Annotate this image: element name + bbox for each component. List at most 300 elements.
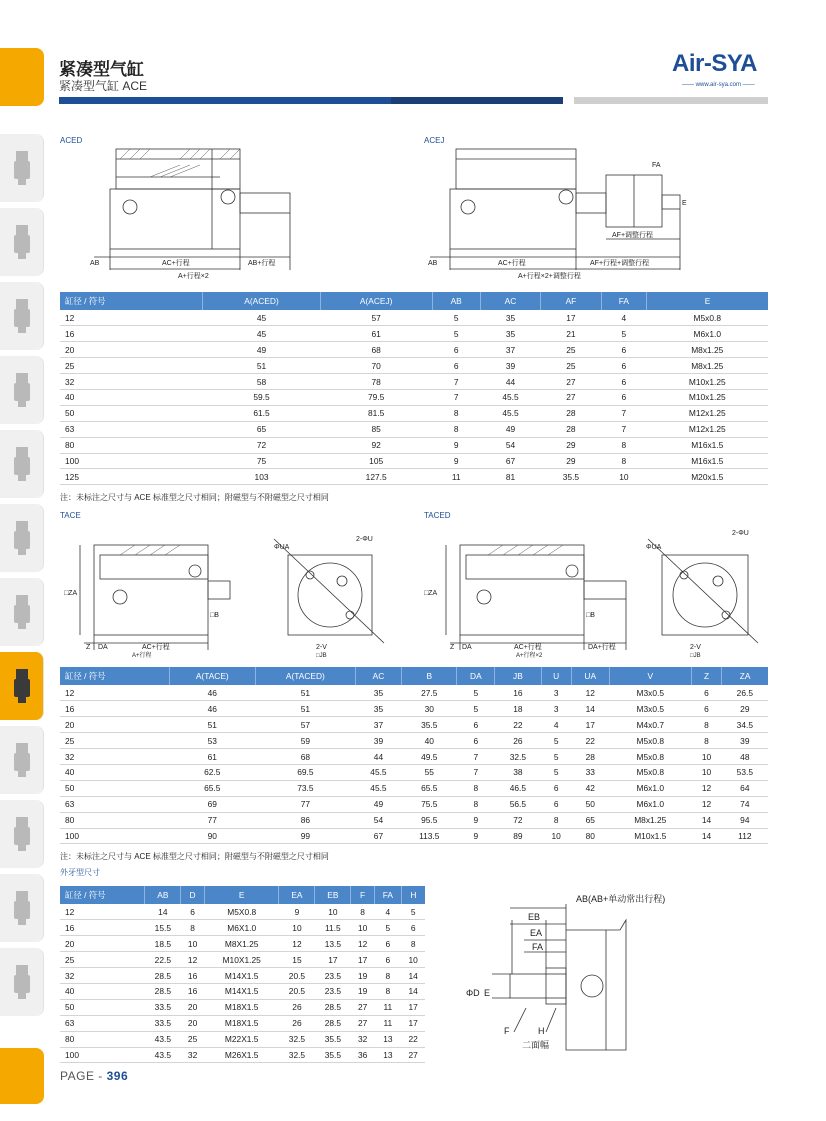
table-cell: 17	[351, 952, 375, 968]
label-tace: TACE	[60, 511, 81, 520]
table-cell: 8	[601, 437, 646, 453]
table-cell: 40	[60, 389, 203, 405]
table-cell: 17	[571, 717, 609, 733]
page-number	[60, 1069, 128, 1083]
table-cell: 77	[169, 812, 255, 828]
sidebar-item-connector[interactable]	[0, 504, 44, 572]
table-cell: 14	[401, 968, 425, 984]
tace-dim-a: A+行程	[132, 653, 152, 659]
table-cell: 80	[60, 1031, 145, 1047]
table-row	[60, 999, 425, 1015]
table-cell: 6	[691, 685, 721, 701]
table-cell: 45	[203, 326, 320, 342]
table-cell: 20	[181, 999, 205, 1015]
table-cell: 49	[355, 796, 401, 812]
sidebar-item-filter-regulator[interactable]	[0, 134, 44, 202]
table-cell: M5x0.8	[647, 310, 768, 326]
silencer-icon	[9, 885, 35, 931]
table-cell: 15	[279, 952, 315, 968]
table-cell: 6	[181, 904, 205, 920]
column-header: E	[647, 292, 768, 310]
table-cell: 20	[60, 717, 169, 733]
table-cell: 26	[495, 733, 541, 749]
ext-dim-e: E	[484, 988, 491, 998]
column-header: UA	[571, 667, 609, 685]
ext-dim-d: ΦD	[466, 988, 480, 998]
sidebar-item-cylinder[interactable]	[0, 652, 44, 720]
table-cell: 77	[255, 796, 355, 812]
table-cell: 5	[541, 733, 571, 749]
table-row	[60, 717, 768, 733]
table-row	[60, 421, 768, 437]
table-aced-acej	[60, 292, 768, 485]
sidebar-item-lubricator[interactable]	[0, 208, 44, 276]
valve-icon	[9, 367, 35, 413]
table-cell: 12	[691, 780, 721, 796]
table-cell: 61	[169, 749, 255, 765]
table-cell: 16	[495, 685, 541, 701]
taced-dim-da-stroke: DA+行程	[588, 644, 616, 651]
table-cell: 25	[541, 342, 601, 358]
tace-drawing	[60, 525, 400, 659]
table-cell: 69	[169, 796, 255, 812]
ext-dim-h: H	[538, 1026, 545, 1036]
table-cell: 94	[722, 812, 768, 828]
table-cell: M20x1.5	[647, 469, 768, 485]
table-cell: 9	[432, 453, 480, 469]
header-bar-blue	[59, 97, 391, 104]
table-cell: 57	[255, 717, 355, 733]
tace-dim-ua: ΦUA	[274, 544, 290, 551]
tace-dim-ac: AC+行程	[142, 644, 170, 651]
table-cell: 26	[279, 1015, 315, 1031]
table-cell: 18	[495, 701, 541, 717]
table-cell: 45.5	[355, 780, 401, 796]
table-cell: 26.5	[722, 685, 768, 701]
table-cell: 44	[480, 374, 540, 390]
table-cell: 23.5	[315, 983, 351, 999]
column-header: B	[402, 667, 457, 685]
table-row	[60, 358, 768, 374]
table-row	[60, 936, 425, 952]
table-cell: 7	[432, 374, 480, 390]
table-row	[60, 733, 768, 749]
table-cell: M10x1.25	[647, 389, 768, 405]
table-cell: M22X1.5	[204, 1031, 279, 1047]
table-cell: 20	[181, 1015, 205, 1031]
table-cell: 10	[541, 828, 571, 844]
table-cell: 8	[374, 968, 401, 984]
table-row	[60, 701, 768, 717]
column-header: Z	[691, 667, 721, 685]
table-row	[60, 437, 768, 453]
table-cell: 27.5	[402, 685, 457, 701]
table-row	[60, 685, 768, 701]
sidebar-item-coupler[interactable]	[0, 948, 44, 1016]
fitting-icon	[9, 293, 35, 339]
table-cell: 32	[60, 374, 203, 390]
table-cell: 28	[571, 749, 609, 765]
table-cell: 6	[601, 389, 646, 405]
table-cell: 16	[181, 983, 205, 999]
acej-dim-ac: AC+行程	[498, 260, 526, 267]
column-header: EA	[279, 886, 315, 904]
page-number-value: 396	[106, 1069, 129, 1083]
table-cell: 43.5	[145, 1047, 181, 1063]
table-row	[60, 326, 768, 342]
table-cell: 6	[457, 717, 495, 733]
table-cell: 10	[691, 764, 721, 780]
table-cell: 33	[571, 764, 609, 780]
table-cell: 44	[355, 749, 401, 765]
table-cell: 33.5	[145, 1015, 181, 1031]
table-row	[60, 374, 768, 390]
acej-dim-af-stroke: AF+行程+调整行程	[590, 260, 650, 267]
table-cell: 56.5	[495, 796, 541, 812]
table-cell: 6	[541, 780, 571, 796]
coupler-icon	[9, 959, 35, 1005]
column-header: FA	[374, 886, 401, 904]
table-cell: 39	[480, 358, 540, 374]
table-cell: 10	[691, 749, 721, 765]
table-cell: 11	[374, 1015, 401, 1031]
orange-tab-bottom	[0, 1048, 44, 1104]
taced-dim-da: DA	[462, 644, 472, 651]
table-cell: 22	[571, 733, 609, 749]
table-cell: 9	[279, 904, 315, 920]
table-cell: 113.5	[402, 828, 457, 844]
taced-dim-jb: □JB	[690, 653, 701, 659]
table-cell: 45.5	[480, 405, 540, 421]
ext-dim-fa: FA	[532, 942, 544, 952]
table-cell: 50	[60, 999, 145, 1015]
table-cell: M10x1.5	[609, 828, 691, 844]
sidebar-item-silencer[interactable]	[0, 874, 44, 942]
column-header: H	[401, 886, 425, 904]
table-cell: 12	[181, 952, 205, 968]
table-cell: 27	[351, 999, 375, 1015]
aced-dim-a: A+行程×2	[178, 273, 209, 280]
table-cell: 9	[457, 828, 495, 844]
table-cell: 45.5	[355, 764, 401, 780]
sidebar-item-fitting[interactable]	[0, 282, 44, 350]
table-cell: 46	[169, 701, 255, 717]
table-cell: 7	[432, 389, 480, 405]
table-cell: M8x1.25	[647, 342, 768, 358]
table-row	[60, 983, 425, 999]
table-cell: 80	[571, 828, 609, 844]
table-cell: 12	[60, 310, 203, 326]
table-cell: 5	[374, 920, 401, 936]
table-cell: 8	[691, 717, 721, 733]
table-row	[60, 796, 768, 812]
table-cell: 28	[541, 421, 601, 437]
column-header: E	[204, 886, 279, 904]
taced-dim-a: A+行程×2	[516, 653, 543, 659]
column-header: FA	[601, 292, 646, 310]
table-cell: 7	[601, 405, 646, 421]
table-cell: 12	[279, 936, 315, 952]
table-cell: 69.5	[255, 764, 355, 780]
table-cell: 29	[722, 701, 768, 717]
table-cell: 27	[541, 374, 601, 390]
tace-dim-da: DA	[98, 644, 108, 651]
column-header: F	[351, 886, 375, 904]
table-cell: 16	[60, 326, 203, 342]
table-cell: 53.5	[722, 764, 768, 780]
table-cell: 9	[457, 812, 495, 828]
column-header: A(ACEJ)	[320, 292, 432, 310]
table-cell: 12	[691, 796, 721, 812]
table-cell: 63	[60, 421, 203, 437]
table-row	[60, 469, 768, 485]
column-header: U	[541, 667, 571, 685]
table-cell: 39	[722, 733, 768, 749]
table-cell: M3x0.5	[609, 701, 691, 717]
table-cell: 57	[320, 310, 432, 326]
table-cell: 8	[401, 936, 425, 952]
table-cell: 68	[320, 342, 432, 358]
table-cell: 7	[601, 421, 646, 437]
table-cell: 34.5	[722, 717, 768, 733]
table-cell: 40	[402, 733, 457, 749]
sidebar-item-regulator[interactable]	[0, 578, 44, 646]
table-cell: 14	[571, 701, 609, 717]
column-header: AC	[355, 667, 401, 685]
table-cell: 28.5	[145, 983, 181, 999]
table1-note: 注：未标注之尺寸与 ACE 标准型之尺寸相同；附磁型与不附磁型之尺寸相同	[60, 493, 329, 502]
tace-dim-v: 2-V	[316, 644, 327, 651]
column-header: AB	[432, 292, 480, 310]
taced-dim-b: □B	[586, 612, 595, 619]
table-cell: 29	[541, 453, 601, 469]
table-cell: 6	[601, 342, 646, 358]
table-cell: 49.5	[402, 749, 457, 765]
table-row	[60, 389, 768, 405]
table-cell: 11	[432, 469, 480, 485]
table-cell: 17	[315, 952, 351, 968]
table-cell: 75.5	[402, 796, 457, 812]
table-cell: 12	[60, 904, 145, 920]
table-cell: 55	[402, 764, 457, 780]
table-cell: 99	[255, 828, 355, 844]
table-cell: M5x0.8	[609, 764, 691, 780]
column-header: AF	[541, 292, 601, 310]
table-cell: 10	[315, 904, 351, 920]
column-header: 缸径 / 符号	[60, 667, 169, 685]
column-header: A(ACED)	[203, 292, 320, 310]
table-cell: 13	[374, 1047, 401, 1063]
table-cell: 65	[203, 421, 320, 437]
table-row	[60, 952, 425, 968]
table-cell: 90	[169, 828, 255, 844]
table-cell: 79.5	[320, 389, 432, 405]
ext-dim-ea: EA	[530, 928, 543, 938]
table-external-thread	[60, 886, 425, 1063]
table-cell: 35	[480, 310, 540, 326]
table-cell: 59.5	[203, 389, 320, 405]
table-cell: 42	[571, 780, 609, 796]
table-cell: 35.5	[541, 469, 601, 485]
table-cell: 8	[432, 405, 480, 421]
label-external: 外牙型尺寸	[60, 868, 100, 877]
table-cell: 7	[457, 764, 495, 780]
table-cell: 74	[722, 796, 768, 812]
table-row	[60, 453, 768, 469]
table-cell: 14	[401, 983, 425, 999]
table-cell: 23.5	[315, 968, 351, 984]
column-header: A(TACE)	[169, 667, 255, 685]
table-cell: 28	[541, 405, 601, 421]
table-cell: 80	[60, 437, 203, 453]
table-cell: 16	[60, 920, 145, 936]
table-cell: 35.5	[402, 717, 457, 733]
table-cell: 61	[320, 326, 432, 342]
table-cell: 13	[374, 1031, 401, 1047]
table-cell: 4	[601, 310, 646, 326]
column-header: DA	[457, 667, 495, 685]
table-cell: 32	[60, 968, 145, 984]
acej-dim-e: E	[682, 200, 687, 207]
table-cell: 32.5	[279, 1047, 315, 1063]
sidebar-item-gripper[interactable]	[0, 726, 44, 794]
table-cell: 22.5	[145, 952, 181, 968]
table-row	[60, 342, 768, 358]
table-cell: 10	[601, 469, 646, 485]
table-cell: 16	[181, 968, 205, 984]
table-cell: M8x1.25	[609, 812, 691, 828]
table-cell: M8X1.25	[204, 936, 279, 952]
table-cell: 81	[480, 469, 540, 485]
table-cell: 32	[60, 749, 169, 765]
table-cell: 17	[401, 1015, 425, 1031]
table-cell: 10	[401, 952, 425, 968]
regulator-icon	[9, 589, 35, 635]
table-cell: 21	[541, 326, 601, 342]
table-cell: 3	[541, 685, 571, 701]
table-cell: M5X0.8	[204, 904, 279, 920]
table-cell: 40	[60, 764, 169, 780]
aced-drawing	[90, 145, 305, 280]
tace-dim-z: Z	[86, 644, 91, 651]
table-cell: 5	[601, 326, 646, 342]
table-cell: 63	[60, 796, 169, 812]
table-cell: 92	[320, 437, 432, 453]
table-cell: 11	[374, 999, 401, 1015]
sidebar-item-valve[interactable]	[0, 356, 44, 424]
table-row	[60, 828, 768, 844]
logo-text: Air-SYA	[672, 50, 757, 77]
table-cell: 50	[60, 405, 203, 421]
table-cell: 5	[401, 904, 425, 920]
table-cell: 54	[480, 437, 540, 453]
orange-tab-top	[0, 48, 44, 106]
table-cell: 32.5	[495, 749, 541, 765]
gripper-icon	[9, 737, 35, 783]
ext-dim-flats: 二面幅	[522, 1040, 550, 1050]
table-cell: 35.5	[315, 1047, 351, 1063]
table-cell: M5x0.8	[609, 749, 691, 765]
table-cell: 27	[351, 1015, 375, 1031]
connector-icon	[9, 515, 35, 561]
table-cell: 46	[169, 685, 255, 701]
table-cell: 81.5	[320, 405, 432, 421]
table-row	[60, 764, 768, 780]
table-cell: 22	[401, 1031, 425, 1047]
table-cell: 73.5	[255, 780, 355, 796]
column-header: AC	[480, 292, 540, 310]
table-cell: 61.5	[203, 405, 320, 421]
table-cell: 13.5	[315, 936, 351, 952]
table-row	[60, 1015, 425, 1031]
table-cell: 3	[541, 701, 571, 717]
table-cell: 86	[255, 812, 355, 828]
table-cell: 127.5	[320, 469, 432, 485]
table-cell: 29	[541, 437, 601, 453]
table-cell: M26X1.5	[204, 1047, 279, 1063]
table-cell: 5	[432, 310, 480, 326]
table-cell: M3x0.5	[609, 685, 691, 701]
table-cell: 49	[480, 421, 540, 437]
aced-dim-ac: AC+行程	[162, 260, 190, 267]
table-cell: 100	[60, 828, 169, 844]
sidebar-item-elbow[interactable]	[0, 800, 44, 868]
label-aced: ACED	[60, 136, 83, 145]
table-cell: 17	[401, 999, 425, 1015]
table-cell: 37	[480, 342, 540, 358]
external-thread-drawing	[462, 890, 722, 1060]
table-cell: 36	[351, 1047, 375, 1063]
table-cell: M6x1.0	[647, 326, 768, 342]
table-row	[60, 812, 768, 828]
label-acej: ACEJ	[424, 136, 445, 145]
column-header: EB	[315, 886, 351, 904]
table-cell: 85	[320, 421, 432, 437]
table-cell: 32.5	[279, 1031, 315, 1047]
table-cell: 35	[355, 701, 401, 717]
table-cell: 20	[60, 342, 203, 358]
page-prefix: PAGE -	[60, 1069, 107, 1083]
table-cell: 51	[169, 717, 255, 733]
filter-regulator-icon	[9, 145, 35, 191]
table-cell: M5x0.8	[609, 733, 691, 749]
table-cell: 6	[691, 701, 721, 717]
table-cell: 63	[60, 1015, 145, 1031]
page-title: 紧凑型气缸	[59, 60, 144, 79]
table-cell: 64	[722, 780, 768, 796]
sidebar-item-solenoid[interactable]	[0, 430, 44, 498]
table2-note: 注：未标注之尺寸与 ACE 标准型之尺寸相同；附磁型与不附磁型之尺寸相同	[60, 852, 329, 861]
table-cell: 45.5	[480, 389, 540, 405]
table-cell: M16x1.5	[647, 453, 768, 469]
table-cell: 54	[355, 812, 401, 828]
taced-drawing	[422, 525, 762, 659]
table-cell: 27	[541, 389, 601, 405]
table-cell: M10X1.25	[204, 952, 279, 968]
taced-dim-ua: ΦUA	[646, 544, 662, 551]
table-cell: M12x1.25	[647, 421, 768, 437]
table-cell: 75	[203, 453, 320, 469]
table-cell: 125	[60, 469, 203, 485]
table-cell: 50	[60, 780, 169, 796]
table-cell: M8x1.25	[647, 358, 768, 374]
table-cell: M16x1.5	[647, 437, 768, 453]
table-cell: M12x1.25	[647, 405, 768, 421]
table-cell: 6	[401, 920, 425, 936]
table-cell: 20	[60, 936, 145, 952]
elbow-icon	[9, 811, 35, 857]
table-row	[60, 780, 768, 796]
